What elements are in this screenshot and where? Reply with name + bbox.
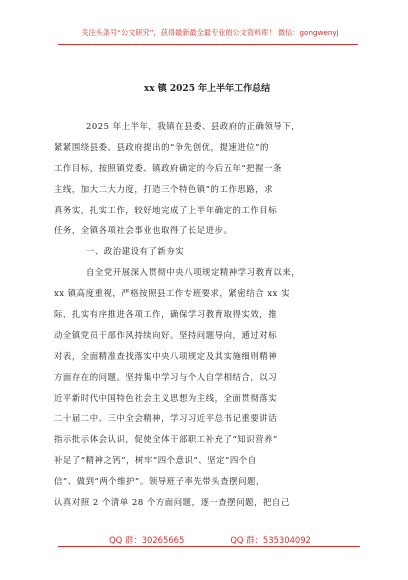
header-divider — [58, 44, 358, 45]
body-line: 真务实，扎实工作，较好地完成了上半年确定的工作目标 — [54, 204, 278, 215]
footer-qq-group-2: QQ 群：535304092 — [230, 535, 311, 545]
footer-qq-group-1: QQ 群：30265665 — [109, 535, 185, 545]
body-line: 紧紧围绕县委、县政府提出的“争先创优，提速进位”的 — [54, 141, 269, 152]
body-line: 任务，全镇各项社会事业也取得了长足进步。 — [54, 225, 233, 236]
body-line: 2025 年上半年，我镇在县委、县政府的正确领导下， — [86, 121, 301, 131]
body-line: 补足了“精神之钙”，树牢“四个意识”、坚定“四个自 — [54, 455, 257, 466]
body-line: 指示批示体会认识，促使全体干部职工补充了“知识营养” — [54, 434, 278, 445]
body-line: 工作目标，按照镇党委、镇政府确定的今后五年“把握一条 — [54, 162, 282, 173]
document-body — [54, 116, 362, 513]
body-line: 信”、做到“两个维护”。领导班子率先带头查摆问题， — [54, 476, 265, 487]
footer-divider — [58, 546, 360, 547]
body-line: 主线，加大二大力度，打造三个特色镇”的工作思路，求 — [54, 183, 274, 194]
body-line: xx 镇高度重视，严格按照县工作专班要求，紧密结合 xx 实 — [54, 288, 291, 299]
body-line: 认真对照 2 个清单 28 个方面问题，逐一查摆问题，把自己 — [54, 497, 290, 508]
body-line: 动全镇党员干部作风持续向好。坚持问题导向，通过对标 — [54, 329, 278, 340]
footer-contacts — [60, 534, 360, 546]
section-heading: 一、政治建设有了新夯实 — [86, 246, 185, 257]
body-line: 对表，全面精准查找落实中央八项规定及其实施细则精神 — [54, 350, 278, 361]
body-line: 方面存在的问题。坚持集中学习与个人自学相结合，以习 — [54, 371, 278, 382]
body-line: 际，扎实有序推进各项工作，确保学习教育取得实效，推 — [54, 309, 278, 320]
document-title: xx 镇 2025 年上半年工作总结 — [143, 84, 271, 94]
body-line: 近平新时代中国特色社会主义思想为主线，全面贯彻落实 — [54, 392, 278, 403]
header-note: 关注头条号“公文研究”，获得最新最全最专业的公文资料库！ 微信：gongwenyj — [81, 28, 339, 37]
body-line: 二十届二中、三中全会精神，学习习近平总书记重要讲话 — [54, 413, 278, 424]
body-line: 自全党开展深入贯彻中央八项规定精神学习教育以来， — [86, 267, 301, 278]
